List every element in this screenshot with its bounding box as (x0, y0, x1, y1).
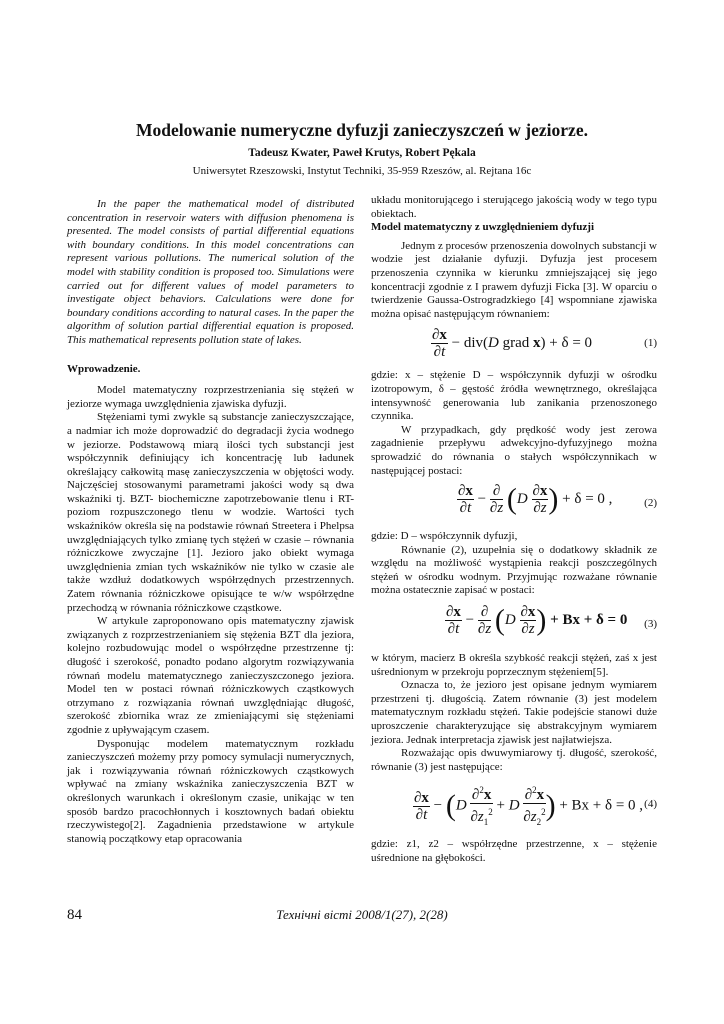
equation-4: $\frac{\partial x}{\partial t}$ − (D $\frac{\partial^2x}{\partial z_1^2}$ + D $\frac{\partial^2x}{\partial z_2^2}$ ) + Bx + δ = 0 , (4) (371, 776, 657, 838)
abstract: In the paper the mathematical model of distributed concentration in reservoir waters with diffusion phenomena is presented. The model consists of partial differential equations with boundary conditions. In this model concentrations can represent various pollutions. The numerical solution of the model with stability condition is proposed too. Simulations were carried out for different values of model parameters to investigate object behaviors. Calculations were done for boundary conditions according to natural cases. In the paper the algorithm of solution partial differential equation is proposed. This mathematical represents pollution state of lakes. (67, 198, 354, 346)
affiliation: Uniwersytet Rzeszowski, Instytut Techniki, 35-959 Rzeszów, al. Rejtana 16c (192, 165, 532, 177)
intro-paragraph: W artykule zaproponowano opis matematyczny zjawisk związanych z rozprzestrzenianiem się stężenia BZT dla jeziora, kolejno rozbudowując model o współrzędne przestrzenne tj: długość i szerokość, ponadto podano algorytm rozwiązywania równań modelu matematycznego zanieczyszczonego jeziora. Model ten w postaci równań różniczkowych cząstkowych otrzymano z rozwiązania równań uwzględniając długość, szerokość zbiornika wraz ze zmieniającymi się stężeniami zgodnie z upływającym czasem. (67, 615, 354, 736)
paper-title: Modelowanie numeryczne dyfuzji zanieczyszczeń w jeziorze. (136, 120, 588, 140)
journal-name: Технічні вісті 2008/1(27), 2(28) (276, 907, 448, 922)
text-paragraph: gdzie: z1, z2 – współrzędne przestrzenne, x – stężenie uśrednione na głębokości. (371, 838, 657, 864)
intro-paragraph: Model matematyczny rozprzestrzeniania się stężeń w jeziorze wymaga uwzględnienia zjawiska dyfuzji. (67, 384, 354, 410)
page-number: 84 (67, 907, 82, 923)
text-paragraph: Jednym z procesów przenoszenia dowolnych substancji w wodzie jest działanie dyfuzji. Dyfuzja jest procesem przenoszenia czynnika w kierunku zmniejszającej się jego koncentracji zgodnie z I prawem dyfuzji Ficka [3]. W oparciu o twierdzenie Gaussa-Ostrogradzkiego [4] wspomniane zjawiska można opisać następującym równaniem: (371, 239, 657, 320)
left-column (67, 198, 354, 846)
equation-number: (1) (644, 337, 657, 350)
authors: Tadeusz Kwater, Paweł Krutys, Robert Pękala (248, 147, 476, 159)
text-paragraph: W przypadkach, gdy prędkość wody jest zerowa zagadnienie przepływu adwekcyjno-dyfuzyjnego można sprowadzić do równania o stałych współczynnikach w następującej postaci: (371, 423, 657, 477)
text-paragraph: gdzie: D – współczynnik dyfuzji, (371, 530, 518, 543)
text-paragraph: gdzie: x – stężenie D – współczynnik dyfuzji w ośrodku izotropowym, δ – gęstość źródła wewnętrznego, określająca intensywność generowania lub zanikania przenoszonego czynnika. (371, 369, 657, 423)
equation-3: $\frac{\partial x}{\partial t}$ − $\frac{\partial}{\partial z}$ (D $\frac{\partial x}{\partial z}$ ) + Bx + δ = 0 (3) (446, 603, 657, 638)
equation-number: (2) (644, 497, 657, 510)
text-paragraph: Rozważając opis dwuwymiarowy tj. długość, szerokość, równanie (3) jest następujące: (371, 747, 657, 773)
model-heading: Model matematyczny z uwzględnieniem dyfuzji (371, 221, 595, 234)
intro-paragraph: Dysponując modelem matematycznym rozkładu zanieczyszczeń możemy przy pomocy symulacji numerycznych, jak i rozwiązywania równań różniczkowych cząstkowych wpływać na zmiany wskaźnika zanieczyszczenia BZT w określonych warunkach i określonym czasie, unikając w ten sposób bardzo pracochłonnych i kosztownych badań obiektu rzeczywistego[2]. Zagadnienia przedstawione w artykule stanowią początkowy etap opracowania (67, 737, 354, 845)
equation-number: (3) (644, 618, 657, 631)
text-paragraph: układu monitorującego i sterującego jakością wody w tego typu obiektach. (371, 194, 657, 220)
equation-1: $\frac{\partial x}{\partial t}$ − div(D grad x) + δ = 0 (1) (432, 327, 657, 361)
equation-number: (4) (644, 798, 657, 811)
equation-2: $\frac{\partial x}{\partial t}$ − $\frac{\partial}{\partial z}$ (D $\frac{\partial x}{\partial z}$ ) + δ = 0 , (2) (458, 482, 657, 517)
text-paragraph: Równanie (2), uzupełnia się o dodatkowy składnik ze względu na możliwość wystąpienia reakcji poszczególnych stężeń w ośrodku wodnym. Przyjmując rozważane równanie można ostatecznie zapisać w postaci: (371, 543, 657, 597)
text-paragraph: Oznacza to, że jezioro jest opisane jednym wymiarem przestrzeni tj. długością. Zatem równanie (3) jest modelem matematycznym rozkładu stężeń. Takie podejście stanowi duże uproszczenie charakteryzujące się abstrakcyjnym wymiarem jeziora. Jednak interpretacja zjawisk jest najłatwiejsza. (371, 679, 657, 746)
intro-paragraph: Stężeniami tymi zwykle są substancje zanieczyszczające, a nadmiar ich może doprowadzić do degradacji życia wodnego w jeziorze. Podstawową miarą ilości tych substancji jest współczynnik definiujący ich koncentrację lub ładunek określający całkowitą masę zanieczyszczenia w objętości wody. Najczęściej stosowanymi parametrami jakości wody są dwa wskaźniki tj. BZT- biochemiczne zapotrzebowanie tlenu i RT- poziom rozpuszczonego tlenu w wodzie. Wartości tych wskaźników określa się na podstawie równań Streetera i Phelpsa uwzględniających tylko zmianę tych stężeń w czasie – równania różniczkowe zwyczajne [1]. Jezioro jako obiekt wymaga uwzględnienia zmian tych wskaźników nie tylko w czasie ale także wzdłuż dodatkowych współrzędnych przestrzennych. Zatem równania różniczkowe opisujące te w/w współrzędne przechodzą w równania różniczkowe cząstkowe. (67, 411, 354, 614)
intro-heading: Wprowadzenie. (67, 362, 141, 375)
right-column (371, 194, 657, 866)
text-paragraph: w którym, macierz B określa szybkość reakcji stężeń, zaś x jest uśrednionym w przekroju poprzecznym stężeniem[5]. (371, 652, 657, 678)
